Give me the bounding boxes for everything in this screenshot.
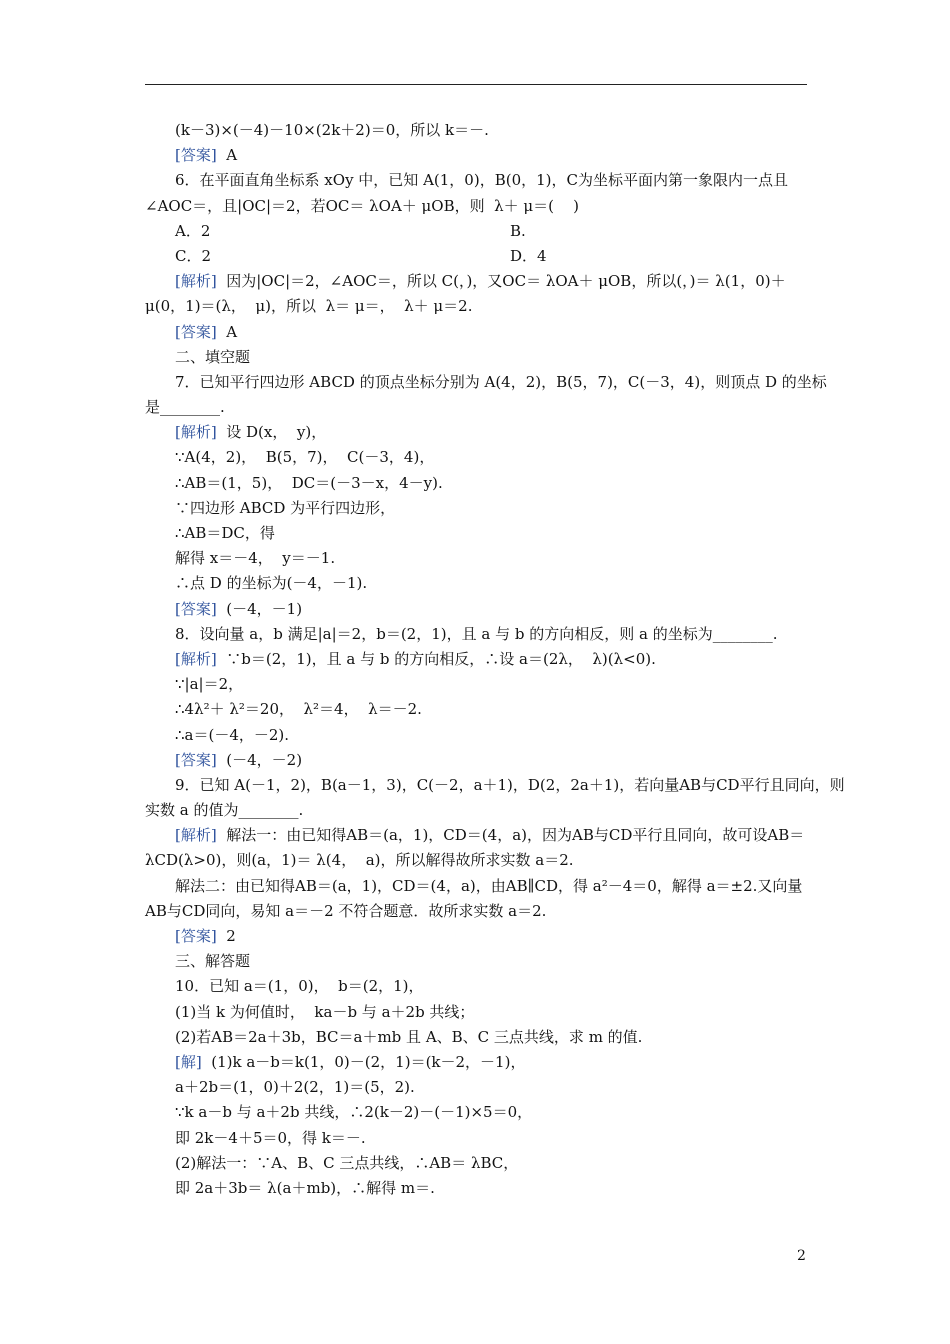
answer-tag: [解析] — [175, 826, 217, 845]
tag-text: 2 — [216, 927, 236, 945]
text-line: ∴4λ²＋ λ²＝20， λ²＝4， λ＝－2. — [175, 700, 422, 719]
text-line: 解得 x＝－4， y＝－1. — [175, 549, 336, 568]
text-line: ∴AB＝DC，得 — [175, 524, 275, 542]
text-line: ∠AOC＝，且|OC|＝2，若OC＝ λOA＋ μOB，则 λ＋ μ＝( ) — [145, 196, 579, 215]
tagged-line — [145, 420, 807, 445]
text-line: ∵k a－b 与 a＋2b 共线，∴2(k－2)－(－1)×5＝0， — [175, 1103, 533, 1122]
answer-tag: [解析] — [175, 272, 217, 291]
page-number: 2 — [797, 1248, 806, 1264]
tag-text: (－4，－1) — [216, 599, 303, 618]
choice-option: A．2 — [175, 221, 211, 240]
answer-tag: [答案] — [175, 322, 217, 341]
text-line: ∵A(4，2)， B(5，7)， C(－3，4)， — [175, 448, 435, 467]
answer-tag: [答案] — [175, 927, 217, 945]
text-line: 即 2a＋3b＝ λ(a＋mb)，∴解得 m＝. — [175, 1178, 435, 1197]
tagged-line — [145, 823, 807, 848]
choice-row — [145, 219, 807, 244]
text-line: 9．已知 A(－1，2)，B(a－1，3)，C(－2，a＋1)，D(2，2a＋1)，若向量AB与CD平行且同向，则 — [175, 775, 845, 794]
text-line: ∴a＝(－4，－2). — [175, 725, 290, 744]
text-line: AB与CD同向，易知 a＝－2 不符合题意．故所求实数 a＝2. — [145, 901, 547, 920]
tag-text: 因为|OC|＝2，∠AOC＝，所以 C(，)，又OC＝ λOA＋ μOB，所以(，)＝ λ(1，0)＋ — [216, 272, 786, 291]
answer-tag: [解析] — [175, 649, 217, 668]
tagged-line — [145, 320, 807, 345]
tag-text: (1)k a－b＝k(1，0)－(2，1)＝(k－2，－1)， — [201, 1052, 526, 1071]
text-line: (k－3)×(－4)－10×(2k＋2)＝0，所以 k＝－. — [175, 121, 489, 139]
text-line: 二、填空题 — [175, 347, 251, 366]
choice-option: B. — [510, 221, 526, 240]
choice-option: C．2 — [175, 246, 212, 265]
text-line: ∴点 D 的坐标为(－4，－1). — [175, 574, 368, 593]
answer-tag: [解析] — [175, 423, 217, 442]
tagged-line — [145, 143, 807, 168]
text-line: 8．设向量 a，b 满足|a|＝2，b＝(2，1)，且 a 与 b 的方向相反，则 a 的坐标为________. — [175, 624, 778, 643]
text-line: 即 2k－4＋5＝0，得 k＝－. — [175, 1128, 366, 1147]
text-line: μ(0，1)＝(λ， μ)，所以 λ＝ μ＝， λ＋ μ＝2. — [145, 297, 473, 316]
tagged-line — [145, 1050, 807, 1075]
answer-tag: [答案] — [175, 750, 217, 769]
choice-option: D．4 — [510, 246, 547, 265]
answer-tag: [答案] — [175, 599, 217, 618]
tagged-line — [145, 597, 807, 622]
text-line: ∵四边形 ABCD 为平行四边形， — [175, 498, 396, 517]
choice-row — [145, 244, 807, 269]
answer-tag: [答案] — [175, 146, 217, 165]
tagged-line — [145, 924, 807, 949]
tag-text: ∵b＝(2，1)，且 a 与 b 的方向相反，∴设 a＝(2λ， λ)(λ<0). — [216, 649, 656, 668]
tagged-line — [145, 269, 807, 294]
answer-tag: [解] — [175, 1052, 202, 1071]
tag-text: 设 D(x， y)， — [216, 423, 327, 442]
tag-text: (－4，－2) — [216, 750, 303, 769]
text-line: (2)若AB＝2a＋3b，BC＝a＋mb 且 A、B、C 三点共线，求 m 的值. — [175, 1027, 643, 1046]
text-line: 三、解答题 — [175, 952, 251, 971]
text-line: 7．已知平行四边形 ABCD 的顶点坐标分别为 A(4，2)，B(5，7)，C(－3，4)，则顶点 D 的坐标 — [175, 372, 827, 391]
text-line: a＋2b＝(1，0)＋2(2，1)＝(5，2). — [175, 1078, 415, 1097]
text-line: 是________. — [145, 398, 225, 417]
header-rule — [145, 84, 807, 85]
tag-text: 解法一：由已知得AB＝(a，1)，CD＝(4，a)，因为AB与CD平行且同向，故可设AB＝ — [216, 826, 805, 845]
tagged-line — [145, 647, 807, 672]
text-line: (2)解法一：∵A、B、C 三点共线，∴AB＝ λBC， — [175, 1153, 519, 1172]
text-line: (1)当 k 为何值时， ka－b 与 a＋2b 共线； — [175, 1002, 475, 1021]
text-line: 实数 a 的值为________. — [145, 801, 304, 820]
tag-text: A — [216, 322, 238, 341]
text-line: ∵|a|＝2， — [175, 675, 244, 694]
text-line: ∴AB＝(1，5)， DC＝(－3－x，4－y). — [175, 473, 443, 492]
page-body — [145, 118, 845, 1201]
text-line: λCD(λ>0)，则(a，1)＝ λ(4， a)，所以解得故所求实数 a＝2. — [145, 851, 574, 870]
tagged-line — [145, 748, 807, 773]
tag-text: A — [216, 146, 238, 165]
text-line: 6．在平面直角坐标系 xOy 中，已知 A(1，0)，B(0，1)，C为坐标平面内第一象限内一点且 — [175, 171, 788, 190]
text-line: 解法二：由已知得AB＝(a，1)，CD＝(4，a)，由AB∥CD，得 a²－4＝0，解得 a＝±2.又向量 — [175, 876, 803, 895]
text-line: 10．已知 a＝(1，0)， b＝(2，1)， — [175, 977, 424, 996]
